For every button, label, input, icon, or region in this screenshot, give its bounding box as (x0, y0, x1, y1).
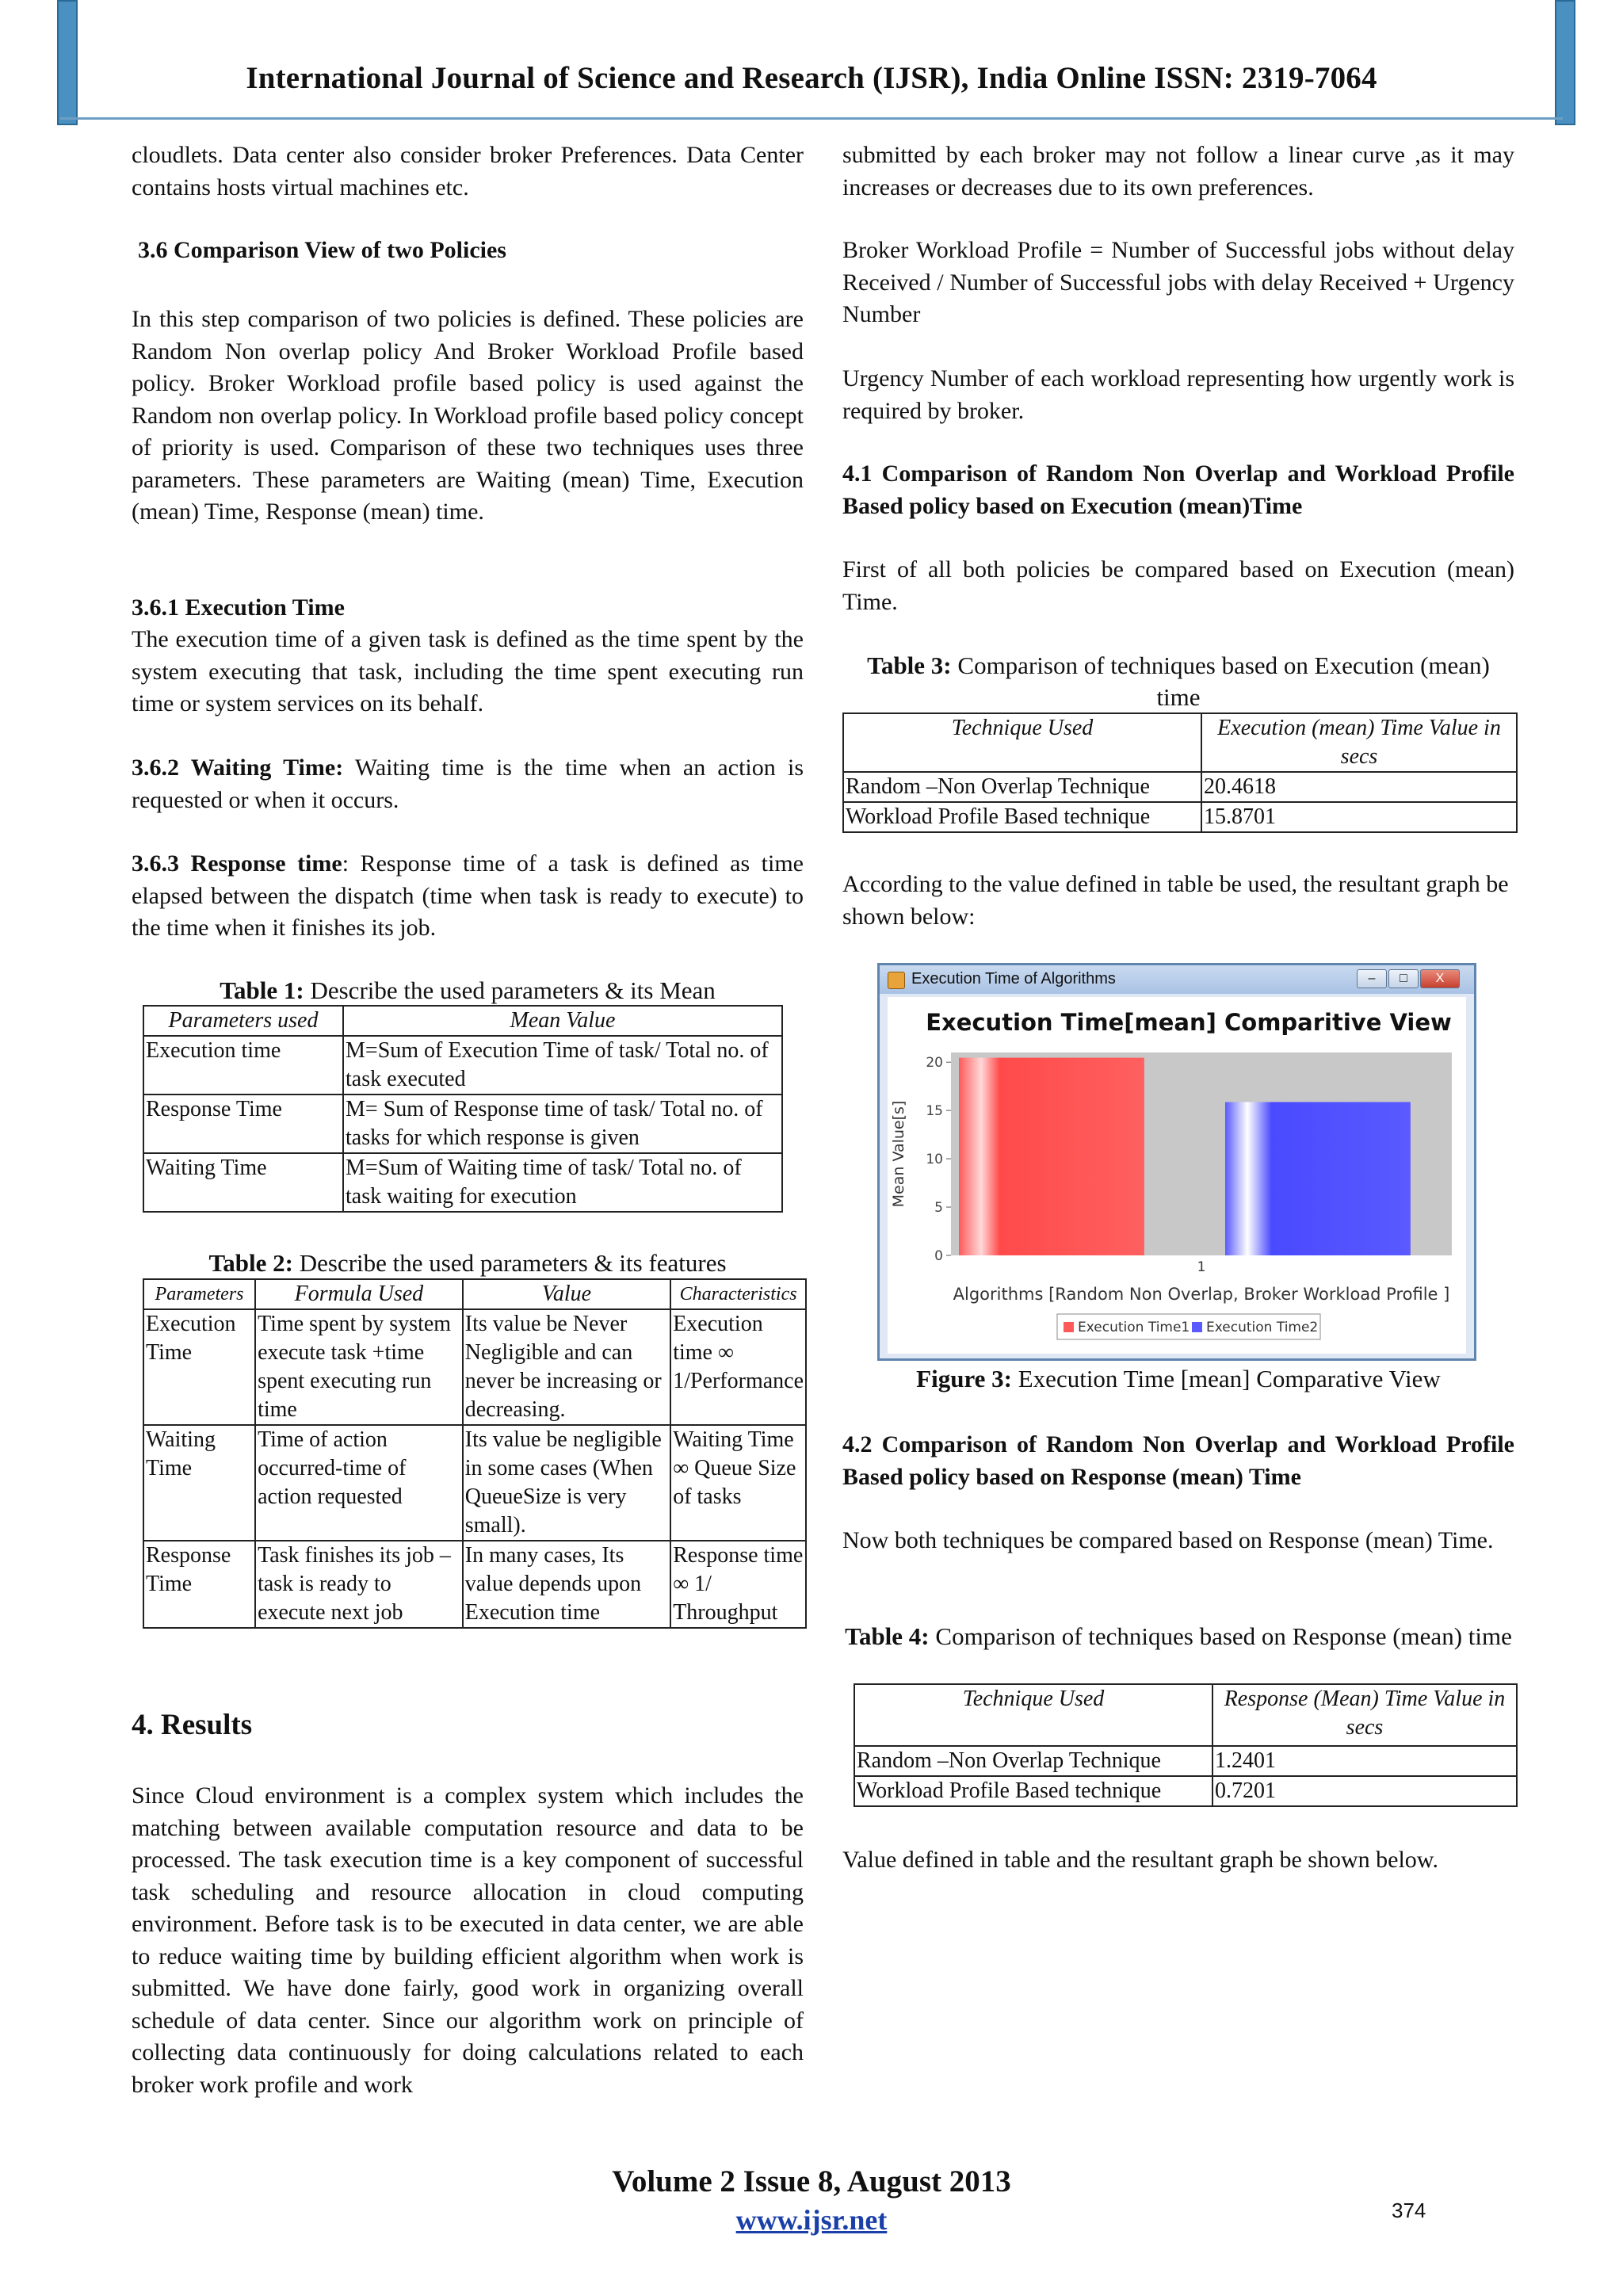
table-cell: Time of action occurred-time of action requested (255, 1425, 463, 1541)
table-cell: Workload Profile Based technique (843, 802, 1201, 832)
table-header-cell: Technique Used (854, 1684, 1212, 1746)
close-button[interactable]: X (1420, 969, 1460, 988)
legend-label-1: Execution Time1 (1078, 1320, 1190, 1335)
section-3-6-1-heading: 3.6.1 Execution Time (132, 594, 345, 621)
figure3-caption-text: Execution Time [mean] Comparative View (1012, 1365, 1441, 1392)
table-row (854, 1776, 1517, 1806)
table-cell: Waiting Time ∞ Queue Size of tasks (670, 1425, 806, 1541)
table2-caption-label: Table 2: (208, 1249, 293, 1277)
chart-panel (888, 997, 1466, 1354)
page-number: 374 (1392, 2199, 1426, 2222)
table-cell: In many cases, Its value depends upon Execution time (463, 1541, 670, 1628)
table4 (854, 1683, 1518, 1807)
workload-formula: Broker Workload Profile = Number of Successful jobs without delay Received / Number of Successful jobs with delay Received + Urgency Number (842, 237, 1514, 327)
footer-url-link[interactable]: www.ijsr.net (735, 2204, 888, 2236)
footer-volume: Volume 2 Issue 8, August 2013 (612, 2164, 1011, 2199)
section-3-6-3-heading: 3.6.3 Response time (132, 850, 342, 877)
figure3-caption (842, 1363, 1514, 1395)
bar-2 (1225, 1102, 1411, 1255)
table-row (143, 1541, 806, 1628)
table-cell: Execution time (143, 1036, 343, 1095)
bar-1 (959, 1058, 1144, 1255)
header-divider (60, 117, 1563, 120)
table-row (843, 802, 1517, 832)
y-tick-label: 15 (926, 1103, 943, 1120)
y-tick-label: 0 (934, 1248, 943, 1264)
table-header-cell: Formula Used (255, 1279, 463, 1309)
figure3-caption-label: Figure 3: (916, 1365, 1012, 1392)
table-header-row (843, 713, 1517, 772)
chart-title: Execution Time[mean] Comparitive View (926, 1009, 1452, 1036)
table-header-cell: Value (463, 1279, 670, 1309)
table1 (143, 1005, 783, 1213)
table-header-cell: Execution (mean) Time Value in secs (1201, 713, 1517, 772)
y-tick-label: 20 (926, 1055, 943, 1072)
x-axis-label: Algorithms [Random Non Overlap, Broker Workload Profile ] (953, 1285, 1450, 1304)
after-table3-text: According to the value defined in table be used, the resultant graph be shown below: (842, 871, 1509, 930)
section-3-6-heading: 3.6 Comparison View of two Policies (138, 237, 506, 263)
section-4-text: Since Cloud environment is a complex system which includes the matching between available computation resource and data to be processed. The task execution time is a key component of successful task scheduling and resource allocation in cloud computing environment. Before task is to be executed in data center, we are able to reduce waiting time by building efficient algorithm when work is submitted. We have done fairly, good work in organizing overall schedule of data center. Since our algorithm work on principle of collecting data continuously for doing calculations related to each broker work profile and work (132, 1782, 804, 2098)
table-cell: Time spent by system execute task +time spent executing run time (255, 1309, 463, 1425)
table1-caption-label: Table 1: (220, 976, 304, 1004)
section-3-6-3 (132, 848, 804, 945)
table-cell: Random –Non Overlap Technique (843, 772, 1201, 802)
table-row (143, 1425, 806, 1541)
section-4-heading: 4. Results (132, 1709, 253, 1741)
window-titlebar[interactable] (880, 965, 1474, 994)
table-header-cell: Parameters used (143, 1006, 343, 1036)
chart-window (877, 963, 1476, 1361)
table-cell: Response Time (143, 1541, 255, 1628)
table-cell: Workload Profile Based technique (854, 1776, 1212, 1806)
table-row (143, 1309, 806, 1425)
section-4-1-heading: 4.1 Comparison of Random Non Overlap and Workload Profile Based policy based on Execution (mean)Time (842, 460, 1514, 519)
table-cell: M=Sum of Execution Time of task/ Total no. of task executed (343, 1036, 782, 1095)
table3-caption-label: Table 3: (867, 651, 952, 679)
table1-caption-text: Describe the used parameters & its Mean (304, 976, 716, 1004)
table-header-cell: Parameters (143, 1279, 255, 1309)
legend (1057, 1314, 1320, 1339)
table-cell: M=Sum of Waiting time of task/ Total no. of task waiting for execution (343, 1153, 782, 1212)
section-3-6-text: In this step comparison of two policies is defined. These policies are Random Non overlap policy And Broker Workload Profile based policy. Broker Workload profile based policy is used against the Random non overlap policy. In Workload profile based policy concept of priority is used. Comparison of these two techniques uses three parameters. These parameters are Waiting (mean) Time, Execution (mean) Time, Response (mean) time. (132, 306, 804, 525)
table-cell: Execution Time (143, 1309, 255, 1425)
right-intro: submitted by each broker may not follow a linear curve ,as it may increases or decreases due to its own preferences. (842, 142, 1514, 201)
table-header-row (143, 1006, 782, 1036)
table-header-cell: Technique Used (843, 713, 1201, 772)
table-row (143, 1153, 782, 1212)
section-3-6-2-heading: 3.6.2 Waiting Time: (132, 755, 344, 781)
table-cell: Random –Non Overlap Technique (854, 1746, 1212, 1776)
table3 (842, 712, 1518, 833)
x-tick-label: 1 (1197, 1259, 1206, 1275)
maximize-button[interactable]: □ (1388, 969, 1419, 988)
table-cell: Its value be negligible in some cases (When QueueSize is very small). (463, 1425, 670, 1541)
table-row (843, 772, 1517, 802)
table-cell: 1.2401 (1212, 1746, 1517, 1776)
app-icon (888, 972, 905, 989)
table4-caption-label: Table 4: (845, 1622, 930, 1650)
section-3-6-2-text: Waiting time is the time when an action is requested or when it occurs. (132, 755, 804, 813)
table-cell: Response time ∞ 1/ Throughput (670, 1541, 806, 1628)
table-cell: 20.4618 (1201, 772, 1517, 802)
table-cell: 0.7201 (1212, 1776, 1517, 1806)
table2-caption (132, 1247, 804, 1279)
table-header-cell: Response (Mean) Time Value in secs (1212, 1684, 1517, 1746)
table-cell: Response Time (143, 1095, 343, 1153)
table3-caption-text: Comparison of techniques based on Execution (mean) time (951, 651, 1490, 711)
table-header-cell: Characteristics (670, 1279, 806, 1309)
table-header-row (143, 1279, 806, 1309)
table1-caption (132, 975, 804, 1007)
table-cell: 15.8701 (1201, 802, 1517, 832)
journal-header: International Journal of Science and Research (IJSR), India Online ISSN: 2319-7064 (246, 61, 1377, 95)
legend-swatch-1 (1064, 1322, 1074, 1332)
y-tick-label: 5 (934, 1200, 943, 1217)
table-cell: M= Sum of Response time of task/ Total no. of tasks for which response is given (343, 1095, 782, 1153)
table-cell: Waiting Time (143, 1425, 255, 1541)
table4-caption-text: Comparison of techniques based on Response (mean) time (929, 1622, 1512, 1650)
legend-swatch-2 (1192, 1322, 1202, 1332)
table3-caption (842, 650, 1514, 713)
section-4-1-text: First of all both policies be compared based on Execution (mean) Time. (842, 556, 1514, 615)
after-table4-text: Value defined in table and the resultant graph be shown below. (842, 1847, 1438, 1873)
urgency-text: Urgency Number of each workload representing how urgently work is required by broker. (842, 365, 1514, 424)
table-row (143, 1095, 782, 1153)
left-intro: cloudlets. Data center also consider broker Preferences. Data Center contains hosts virtual machines etc. (132, 142, 804, 201)
y-tick-label: 10 (926, 1152, 943, 1168)
section-4-2-text: Now both techniques be compared based on Response (mean) Time. (842, 1527, 1494, 1553)
window-title: Execution Time of Algorithms (911, 970, 1116, 988)
section-3-6-3-text: : Response time of a task is defined as time elapsed between the dispatch (time when task is ready to execute) to the time when it finishes its job. (132, 850, 804, 941)
table-cell: Task finishes its job – task is ready to execute next job (255, 1541, 463, 1628)
bar-chart (888, 997, 1466, 1354)
table4-caption (842, 1621, 1514, 1652)
table2 (143, 1278, 807, 1629)
section-3-6-1-text: The execution time of a given task is defined as the time spent by the system executing that task, including the time spent executing run time or system services on its behalf. (132, 626, 804, 716)
table-row (143, 1036, 782, 1095)
minimize-button[interactable]: – (1357, 969, 1387, 988)
table2-caption-text: Describe the used parameters & its features (292, 1249, 727, 1277)
table-header-row (854, 1684, 1517, 1746)
section-4-2-heading: 4.2 Comparison of Random Non Overlap and Workload Profile Based policy based on Response (mean) Time (842, 1431, 1514, 1490)
table-row (854, 1746, 1517, 1776)
footer-url-wrap (0, 2203, 1623, 2237)
section-3-6-2 (132, 752, 804, 816)
table-header-cell: Mean Value (343, 1006, 782, 1036)
legend-label-2: Execution Time2 (1206, 1320, 1319, 1335)
table-cell: Waiting Time (143, 1153, 343, 1212)
table-cell: Execution time ∞ 1/Performance (670, 1309, 806, 1425)
table-cell: Its value be Never Negligible and can never be increasing or decreasing. (463, 1309, 670, 1425)
y-axis-label: Mean Value[s] (890, 1100, 907, 1208)
